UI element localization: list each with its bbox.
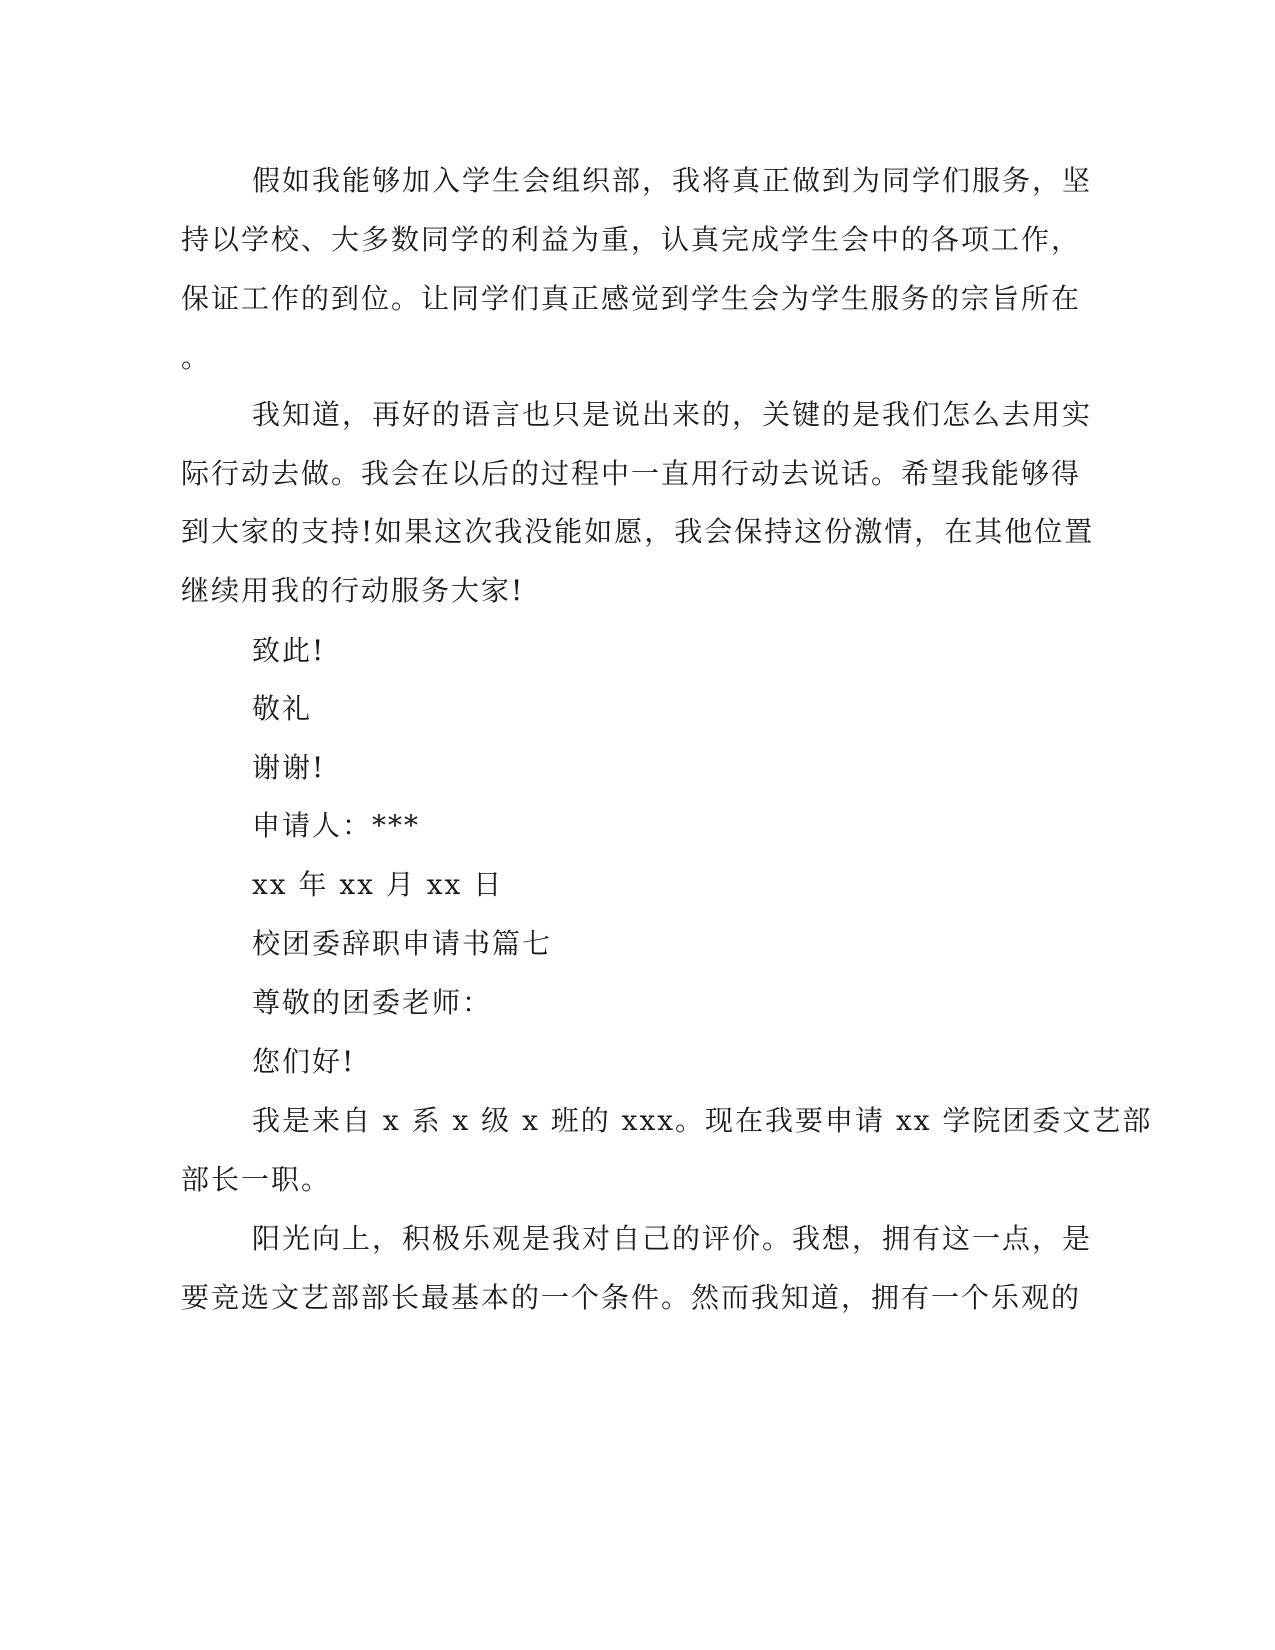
- hello-line: 您们好!: [252, 1045, 356, 1078]
- greeting-line: 尊敬的团委老师：: [252, 986, 493, 1019]
- salutation-line: 敬礼: [252, 692, 313, 725]
- text-line-7: 到大家的支持!如果这次我没能如愿，我会保持这份激情，在其他位置: [181, 515, 1095, 548]
- thanks-line: 谢谢!: [252, 751, 326, 784]
- section-title: 校团委辞职申请书篇七: [252, 927, 553, 960]
- text-line-3: 保证工作的到位。让同学们真正感觉到学生会为学生服务的宗旨所在: [181, 282, 1082, 315]
- text-line-1: 假如我能够加入学生会组织部，我将真正做到为同学们服务，坚: [252, 164, 1093, 197]
- text-line-5: 我知道，再好的语言也只是说出来的，关键的是我们怎么去用实: [252, 398, 1093, 431]
- text-line-20: 要竞选文艺部部长最基本的一个条件。然而我知道，拥有一个乐观的: [181, 1281, 1082, 1314]
- text-line-4: 。: [181, 341, 212, 374]
- closing-line: 致此!: [252, 634, 326, 667]
- text-line-17: 我是来自 x 系 x 级 x 班的 xxx。现在我要申请 xx 学院团委文艺部: [252, 1104, 1153, 1137]
- text-line-8: 继续用我的行动服务大家!: [181, 574, 525, 607]
- text-line-19: 阳光向上，积极乐观是我对自己的评价。我想，拥有这一点，是: [252, 1222, 1093, 1255]
- text-line-2: 持以学校、大多数同学的利益为重，认真完成学生会中的各项工作，: [181, 223, 1082, 256]
- text-line-18: 部长一职。: [181, 1163, 332, 1196]
- text-line-6: 际行动去做。我会在以后的过程中一直用行动去说话。希望我能够得: [181, 457, 1082, 490]
- date-line: xx 年 xx 月 xx 日: [252, 868, 504, 901]
- applicant-line: 申请人：***: [252, 809, 421, 842]
